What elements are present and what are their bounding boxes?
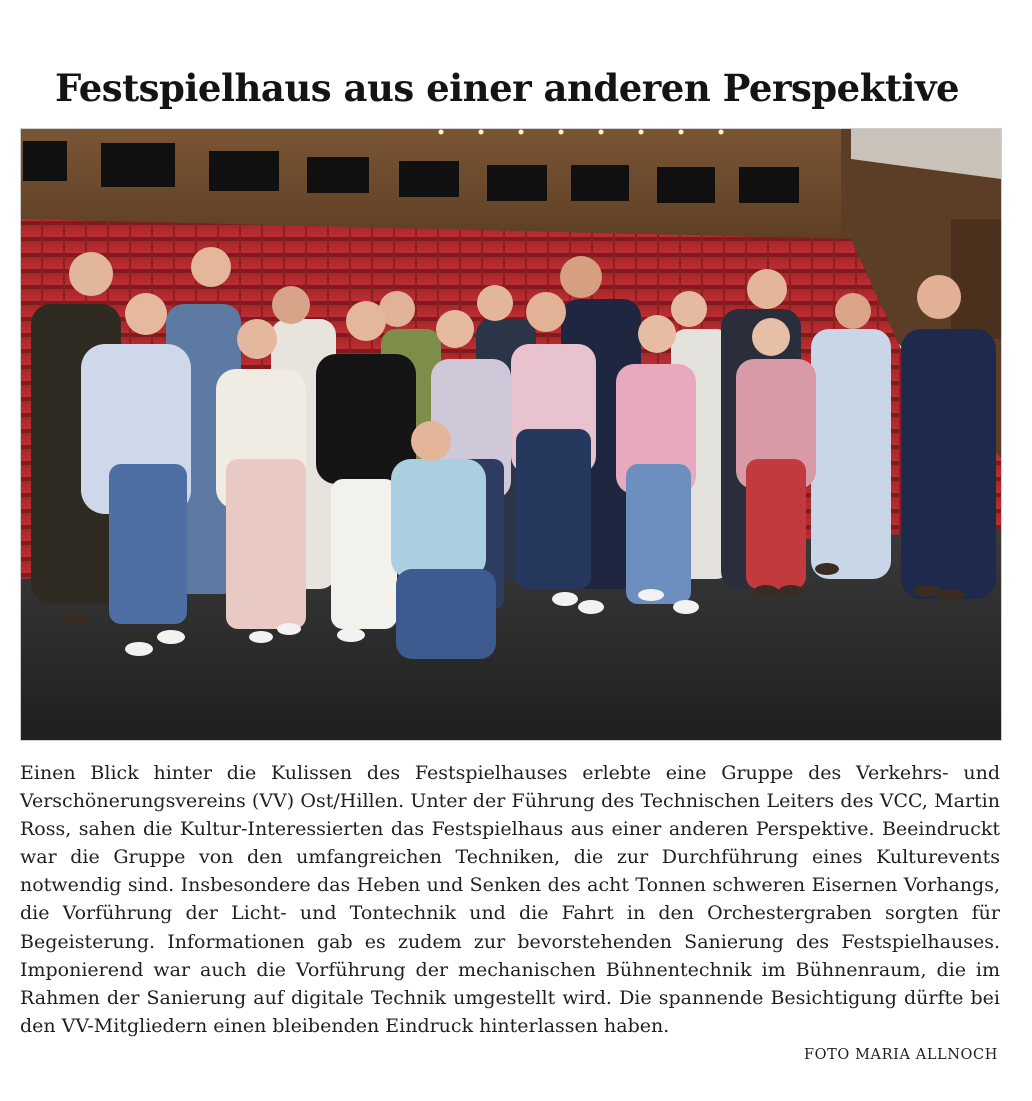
group-photo (20, 128, 1002, 741)
photo-caption: Einen Blick hinter die Kulissen des Festspielhauses erlebte eine Gruppe des Verkehrs- und Verschönerungsvereins (VV) Ost/Hillen. Unter der Führung des Technischen Leiters des VCC, Martin Ross, sahen die Kultur-Interessierten das Festspielhaus aus einer anderen Perspektive. Beeindruckt war die Gruppe von den umfangreichen Techniken, die zur Durchführung eines Kulturevents notwendig sind. Insbesondere das Heben und Senken des acht Tonnen schweren Eisernen Vorhangs, die Vorführung der Licht- und Tontechnik und die Fahrt in den Orchestergraben sorgten für Begeisterung. Informationen gab es zudem zur bevorstehenden Sanierung des Festspielhauses. Imponierend war auch die Vorführung der mechanischen Bühnentechnik im Bühnenraum, die im Rahmen der Sanierung auf digitale Technik umgestellt wird. Die spannende Besichtigung dürfte bei den VV-Mitgliedern einen bleibenden Eindruck hinterlassen haben. (20, 762, 1000, 1037)
headline: Festspielhaus aus einer anderen Perspektive (54, 66, 960, 110)
photo-credit: FOTO MARIA ALLNOCH (803, 1047, 998, 1063)
